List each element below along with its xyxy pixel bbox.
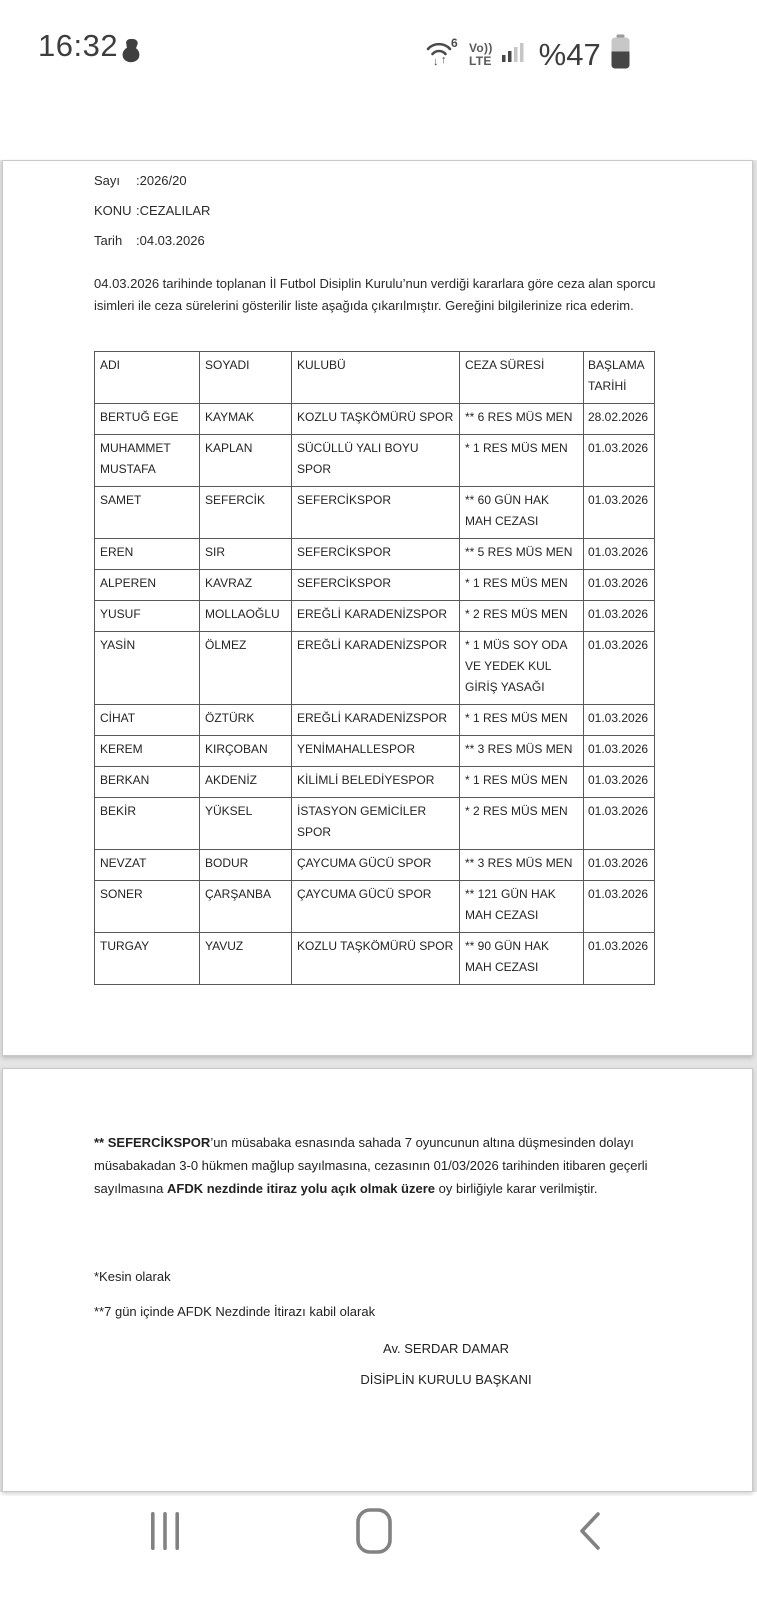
table-cell: EREĞLİ KARADENİZSPOR <box>292 601 460 632</box>
table-cell: ÇAYCUMA GÜCÜ SPOR <box>292 881 460 933</box>
volte-indicator: Vo)) LTE <box>469 40 493 68</box>
clock: 16:32 <box>38 28 119 63</box>
table-cell: BEKİR <box>95 798 200 850</box>
table-row <box>95 705 655 736</box>
table-cell: * 2 RES MÜS MEN <box>460 601 584 632</box>
table-cell: ÇAYCUMA GÜCÜ SPOR <box>292 850 460 881</box>
table-cell: YAVUZ <box>200 933 292 985</box>
table-cell: * 1 RES MÜS MEN <box>460 435 584 487</box>
table-row <box>95 404 655 435</box>
table-cell: ** 90 GÜN HAK MAH CEZASI <box>460 933 584 985</box>
column-header: KULUBÜ <box>292 352 460 404</box>
table-cell: ** 60 GÜN HAK MAH CEZASI <box>460 487 584 539</box>
table-cell: YÜKSEL <box>200 798 292 850</box>
note-bold-appeal: AFDK nezdinde itiraz yolu açık olmak üzere <box>166 1181 435 1196</box>
table-cell: ** 3 RES MÜS MEN <box>460 736 584 767</box>
signal-strength-icon <box>501 40 528 69</box>
decision-note: ** SEFERCİKSPOR’un müsabaka esnasında sahada 7 oyuncunun altına düşmesinden dolayı müsabakadan 3-0 hükmen mağlup sayılmasına, cezasının 01/03/2026 tarihinden itibaren geçerli sayılmasına AFDK nezdinde itiraz yolu açık olmak üzere oy birliğiyle karar verilmiştir. <box>94 1135 648 1196</box>
table-cell: EREN <box>95 539 200 570</box>
document-meta <box>94 173 210 263</box>
android-nav-bar <box>0 1496 757 1571</box>
table-cell: BERTUĞ EGE <box>95 404 200 435</box>
table-cell: ** 121 GÜN HAK MAH CEZASI <box>460 881 584 933</box>
table-cell: ** 5 RES MÜS MEN <box>460 539 584 570</box>
table-cell: ** 6 RES MÜS MEN <box>460 404 584 435</box>
status-icons <box>424 34 632 75</box>
table-cell: 01.03.2026 <box>584 850 655 881</box>
table-cell: SONER <box>95 881 200 933</box>
table-cell: SÜCÜLLÜ YALI BOYU SPOR <box>292 435 460 487</box>
back-icon <box>576 1510 602 1555</box>
table-row <box>95 798 655 850</box>
table-cell: 01.03.2026 <box>584 881 655 933</box>
table-cell: EREĞLİ KARADENİZSPOR <box>292 705 460 736</box>
table-row <box>95 435 655 487</box>
wifi-icon <box>424 36 461 73</box>
table-row <box>95 736 655 767</box>
footnote-single-star: *Kesin olarak <box>94 1269 171 1284</box>
table-cell: KOZLU TAŞKÖMÜRÜ SPOR <box>292 933 460 985</box>
table-cell: KİLİMLİ BELEDİYESPOR <box>292 767 460 798</box>
meta-tarih: Tarih :04.03.2026 <box>94 233 205 248</box>
table-row <box>95 487 655 539</box>
table-cell: 01.03.2026 <box>584 632 655 705</box>
intro-paragraph: 04.03.2026 tarihinde toplanan İl Futbol Disiplin Kurulu’nun verdiği kararlara göre ceza alan sporcu isimleri ile ceza sürelerini gösterilir liste aşağıda çıkarılmıştır. Gereğini bilgilerinize rica ederim. <box>94 276 656 313</box>
table-cell: NEVZAT <box>95 850 200 881</box>
table-cell: YUSUF <box>95 601 200 632</box>
table-cell: ÖZTÜRK <box>200 705 292 736</box>
back-button[interactable] <box>557 1500 621 1564</box>
column-header: CEZA SÜRESİ <box>460 352 584 404</box>
table-cell: 01.03.2026 <box>584 601 655 632</box>
table-cell: ALPEREN <box>95 570 200 601</box>
table-cell: * 1 RES MÜS MEN <box>460 767 584 798</box>
table-cell: MUHAMMET MUSTAFA <box>95 435 200 487</box>
table-cell: KEREM <box>95 736 200 767</box>
table-cell: ** 3 RES MÜS MEN <box>460 850 584 881</box>
table-cell: İSTASYON GEMİCİLER SPOR <box>292 798 460 850</box>
column-header: BAŞLAMA TARİHİ <box>584 352 655 404</box>
table-row <box>95 850 655 881</box>
note-bold-club: ** SEFERCİKSPOR <box>94 1135 211 1150</box>
status-app-icon <box>121 37 142 70</box>
table-cell: 01.03.2026 <box>584 487 655 539</box>
table-cell: KOZLU TAŞKÖMÜRÜ SPOR <box>292 404 460 435</box>
table-cell: * 1 RES MÜS MEN <box>460 705 584 736</box>
table-row <box>95 933 655 985</box>
signature-block <box>296 1341 596 1387</box>
table-cell: AKDENİZ <box>200 767 292 798</box>
table-row <box>95 539 655 570</box>
document-page-1 <box>2 160 753 1056</box>
table-cell: 01.03.2026 <box>584 736 655 767</box>
table-cell: * 1 RES MÜS MEN <box>460 570 584 601</box>
table-cell: * 1 MÜS SOY ODA VE YEDEK KUL GİRİŞ YASAĞI <box>460 632 584 705</box>
table-cell: 28.02.2026 <box>584 404 655 435</box>
document-viewer[interactable] <box>0 160 757 1492</box>
svg-text:6: 6 <box>451 36 458 50</box>
signature-title: DİSİPLİN KURULU BAŞKANI <box>360 1372 532 1387</box>
table-row <box>95 881 655 933</box>
column-header: ADI <box>95 352 200 404</box>
table-row <box>95 570 655 601</box>
table-cell: 01.03.2026 <box>584 933 655 985</box>
table-cell: CİHAT <box>95 705 200 736</box>
footnote-double-star: **7 gün içinde AFDK Nezdinde İtirazı kabil olarak <box>94 1304 376 1319</box>
table-row <box>95 601 655 632</box>
signature-name: Av. SERDAR DAMAR <box>383 1341 509 1356</box>
svg-text:↓: ↓ <box>433 56 439 68</box>
home-icon <box>355 1507 393 1558</box>
table-cell: 01.03.2026 <box>584 767 655 798</box>
table-cell: EREĞLİ KARADENİZSPOR <box>292 632 460 705</box>
svg-text:↑: ↑ <box>441 54 447 66</box>
table-cell: SEFERCİKSPOR <box>292 570 460 601</box>
table-row <box>95 632 655 705</box>
table-cell: ÇARŞANBA <box>200 881 292 933</box>
meta-sayi: Sayı :2026/20 <box>94 173 187 188</box>
home-button[interactable] <box>342 1500 406 1564</box>
table-cell: SIR <box>200 539 292 570</box>
table-cell: KAYMAK <box>200 404 292 435</box>
table-cell: ÖLMEZ <box>200 632 292 705</box>
table-header-row <box>95 352 655 404</box>
table-cell: SEFERCİKSPOR <box>292 487 460 539</box>
status-bar <box>0 0 757 100</box>
table-cell: YENİMAHALLESPOR <box>292 736 460 767</box>
column-header: SOYADI <box>200 352 292 404</box>
table-row <box>95 767 655 798</box>
penalties-table <box>94 351 655 985</box>
table-cell: BODUR <box>200 850 292 881</box>
table-cell: SEFERCİKSPOR <box>292 539 460 570</box>
table-cell: * 2 RES MÜS MEN <box>460 798 584 850</box>
table-cell: SAMET <box>95 487 200 539</box>
recents-icon <box>149 1510 181 1555</box>
table-cell: KIRÇOBAN <box>200 736 292 767</box>
table-cell: 01.03.2026 <box>584 435 655 487</box>
battery-percent: %47 <box>538 36 601 72</box>
table-cell: 01.03.2026 <box>584 705 655 736</box>
table-cell: KAVRAZ <box>200 570 292 601</box>
meta-konu: KONU :CEZALILAR <box>94 203 211 218</box>
table-cell: 01.03.2026 <box>584 570 655 601</box>
table-cell: MOLLAOĞLU <box>200 601 292 632</box>
document-page-2 <box>2 1068 753 1492</box>
battery-icon <box>609 34 632 75</box>
table-cell: 01.03.2026 <box>584 539 655 570</box>
recents-button[interactable] <box>133 1500 197 1564</box>
table-cell: 01.03.2026 <box>584 798 655 850</box>
table-cell: KAPLAN <box>200 435 292 487</box>
table-cell: YASİN <box>95 632 200 705</box>
table-cell: BERKAN <box>95 767 200 798</box>
table-cell: TURGAY <box>95 933 200 985</box>
table-cell: SEFERCİK <box>200 487 292 539</box>
